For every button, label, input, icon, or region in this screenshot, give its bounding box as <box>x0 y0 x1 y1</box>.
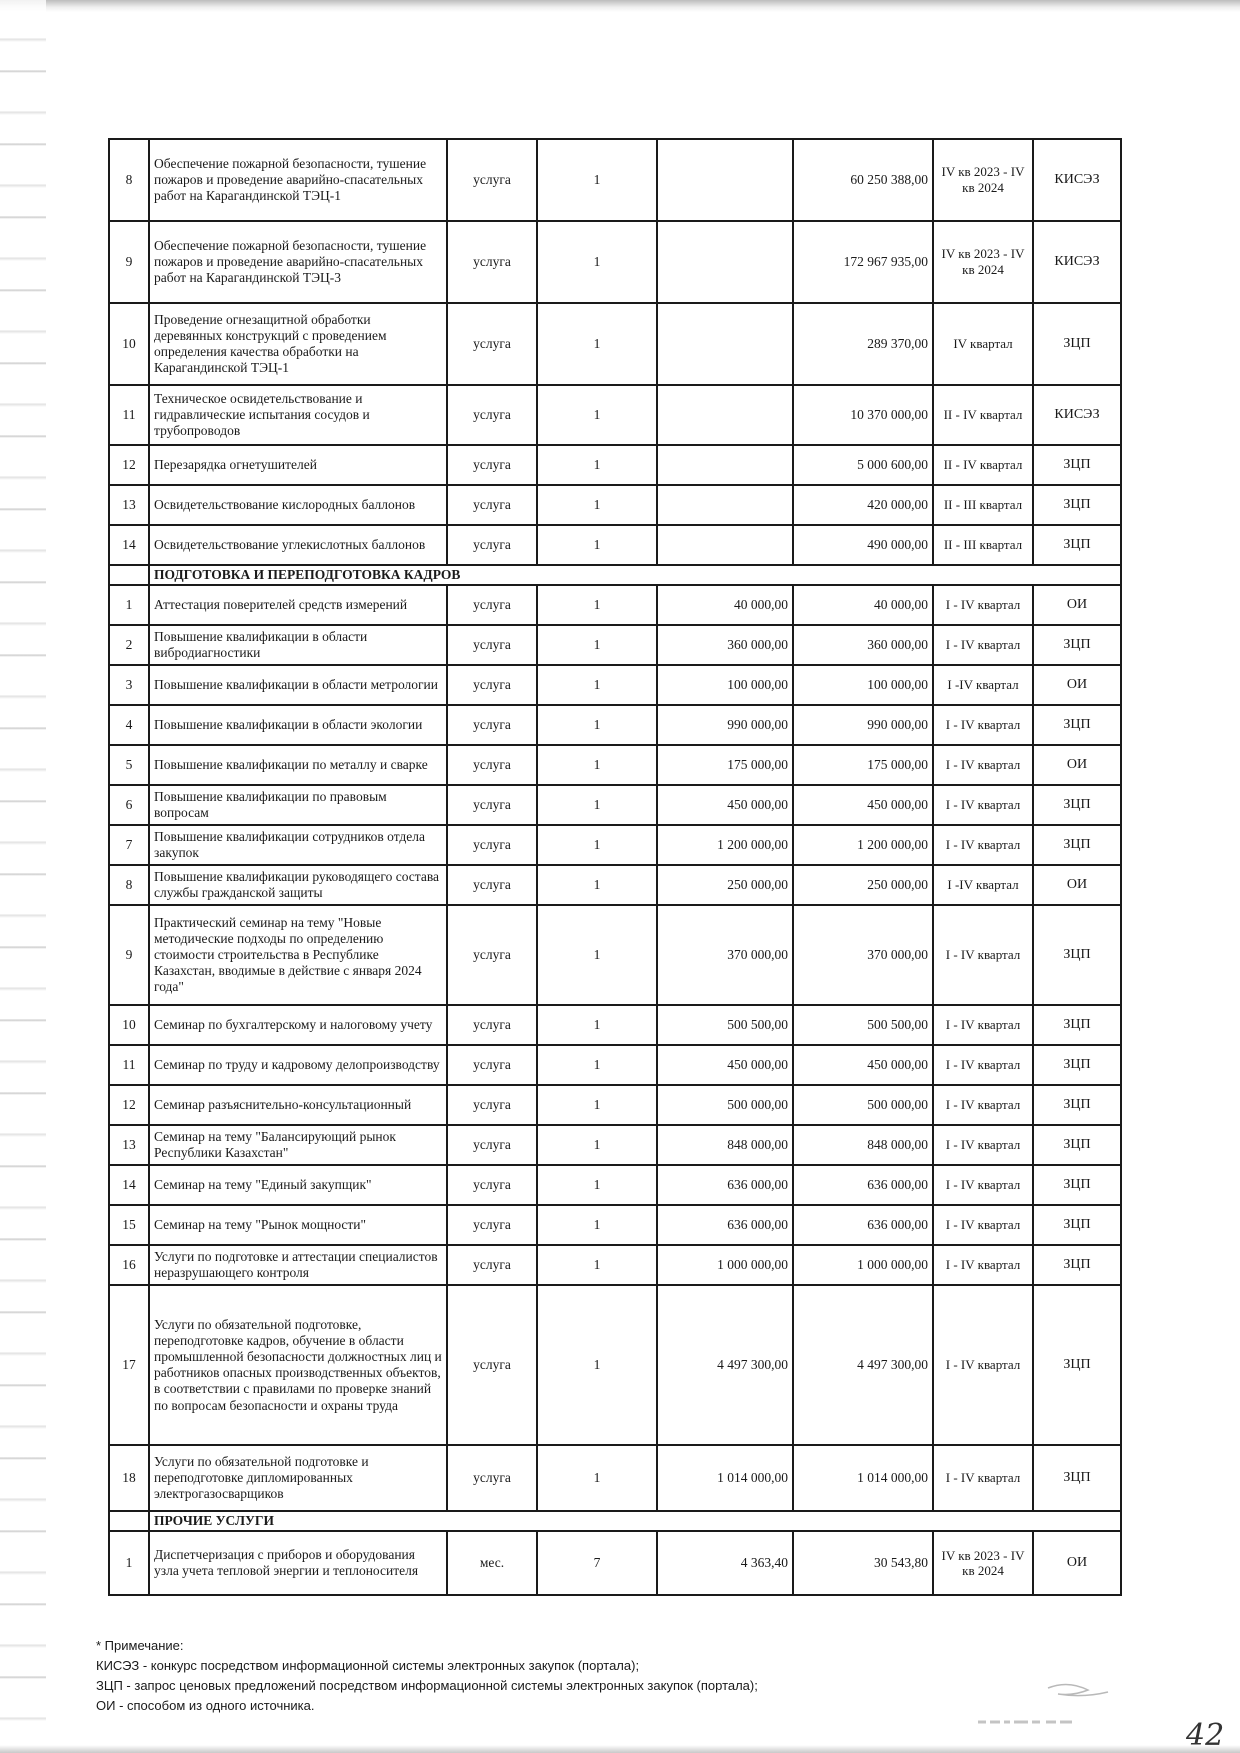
item-sum: 370 000,00 <box>793 905 933 1005</box>
item-price: 990 000,00 <box>657 705 793 745</box>
table-row <box>109 585 1121 625</box>
table-row <box>109 1125 1121 1165</box>
item-price: 450 000,00 <box>657 785 793 825</box>
table-row <box>109 1005 1121 1045</box>
item-sum: 636 000,00 <box>793 1205 933 1245</box>
row-number: 2 <box>109 625 149 665</box>
item-price: 370 000,00 <box>657 905 793 1005</box>
item-period: I - IV квартал <box>933 1285 1033 1445</box>
item-name: Повышение квалификации руководящего состава службы гражданской защиты <box>149 865 447 905</box>
table-row <box>109 665 1121 705</box>
footnote-title: * Примечание: <box>96 1638 184 1653</box>
procurement-method: ОИ <box>1033 585 1121 625</box>
procurement-method: ЗЦП <box>1033 905 1121 1005</box>
item-quantity: 1 <box>537 139 657 221</box>
item-price: 500 000,00 <box>657 1085 793 1125</box>
item-price: 250 000,00 <box>657 865 793 905</box>
table-row <box>109 1205 1121 1245</box>
section-header-other <box>109 1511 1121 1531</box>
item-sum: 10 370 000,00 <box>793 385 933 445</box>
procurement-method: ЗЦП <box>1033 1205 1121 1245</box>
item-sum: 100 000,00 <box>793 665 933 705</box>
item-price: 100 000,00 <box>657 665 793 705</box>
section-spacer-cell <box>109 565 149 585</box>
item-unit: услуга <box>447 1005 537 1045</box>
item-quantity: 1 <box>537 1125 657 1165</box>
item-period: I - IV квартал <box>933 745 1033 785</box>
item-unit: услуга <box>447 825 537 865</box>
item-name: Услуги по обязательной подготовке, переподготовке кадров, обучение в области промышленной безопасности должностных лиц и работников опасных производственных объектов, в соответствии с правилами по проверке знаний по вопросам безопасности и охраны труда <box>149 1285 447 1445</box>
item-period: I -IV квартал <box>933 865 1033 905</box>
procurement-method: ЗЦП <box>1033 825 1121 865</box>
procurement-method: КИСЭЗ <box>1033 385 1121 445</box>
item-price <box>657 445 793 485</box>
procurement-method: ОИ <box>1033 665 1121 705</box>
scan-edge-top <box>0 0 1240 12</box>
row-number: 16 <box>109 1245 149 1285</box>
item-sum: 1 014 000,00 <box>793 1445 933 1511</box>
item-name: Повышение квалификации в области вибродиагностики <box>149 625 447 665</box>
table-row <box>109 1045 1121 1085</box>
footnote-zcp: ЗЦП - запрос ценовых предложений посредством информационной системы электронных закупок (портала); <box>96 1678 758 1693</box>
table-row <box>109 905 1121 1005</box>
item-quantity: 1 <box>537 1165 657 1205</box>
item-period: I - IV квартал <box>933 1205 1033 1245</box>
row-number: 7 <box>109 825 149 865</box>
item-name: Семинар по труду и кадровому делопроизводству <box>149 1045 447 1085</box>
table-row <box>109 865 1121 905</box>
item-period: IV кв 2023 - IV кв 2024 <box>933 221 1033 303</box>
item-quantity: 1 <box>537 385 657 445</box>
item-period: I - IV квартал <box>933 705 1033 745</box>
footnote-oi: ОИ - способом из одного источника. <box>96 1698 315 1713</box>
item-quantity: 1 <box>537 585 657 625</box>
row-number: 9 <box>109 221 149 303</box>
row-number: 12 <box>109 445 149 485</box>
procurement-method: ОИ <box>1033 1531 1121 1595</box>
item-name: Освидетельствование углекислотных баллонов <box>149 525 447 565</box>
item-price: 175 000,00 <box>657 745 793 785</box>
row-number: 13 <box>109 485 149 525</box>
table-row <box>109 625 1121 665</box>
section-title: ПРОЧИЕ УСЛУГИ <box>149 1511 1121 1531</box>
item-period: I - IV квартал <box>933 1445 1033 1511</box>
item-quantity: 1 <box>537 485 657 525</box>
table-row <box>109 705 1121 745</box>
item-quantity: 1 <box>537 905 657 1005</box>
item-price <box>657 139 793 221</box>
procurement-method: ЗЦП <box>1033 1245 1121 1285</box>
item-unit: услуга <box>447 385 537 445</box>
item-price: 636 000,00 <box>657 1165 793 1205</box>
item-unit: услуга <box>447 221 537 303</box>
item-unit: услуга <box>447 1445 537 1511</box>
table-row <box>109 1245 1121 1285</box>
item-name: Диспетчеризация с приборов и оборудования узла учета тепловой энергии и теплоносителя <box>149 1531 447 1595</box>
item-price: 1 000 000,00 <box>657 1245 793 1285</box>
item-price: 4 363,40 <box>657 1531 793 1595</box>
procurement-method: ЗЦП <box>1033 445 1121 485</box>
item-price: 1 014 000,00 <box>657 1445 793 1511</box>
row-number: 17 <box>109 1285 149 1445</box>
item-quantity: 1 <box>537 865 657 905</box>
item-unit: услуга <box>447 625 537 665</box>
item-name: Повышение квалификации в области метрологии <box>149 665 447 705</box>
item-name: Повышение квалификации в области экологии <box>149 705 447 745</box>
item-sum: 450 000,00 <box>793 785 933 825</box>
item-quantity: 1 <box>537 625 657 665</box>
item-period: I - IV квартал <box>933 625 1033 665</box>
procurement-method: ЗЦП <box>1033 1125 1121 1165</box>
row-number: 18 <box>109 1445 149 1511</box>
item-name: Семинар на тему "Балансирующий рынок Республики Казахстан" <box>149 1125 447 1165</box>
item-name: Повышение квалификации по металлу и сварке <box>149 745 447 785</box>
section-header-training <box>109 565 1121 585</box>
item-quantity: 1 <box>537 665 657 705</box>
item-sum: 175 000,00 <box>793 745 933 785</box>
item-name: Проведение огнезащитной обработки деревянных конструкций с проведением определения качества обработки на Карагандинской ТЭЦ-1 <box>149 303 447 385</box>
item-name: Обеспечение пожарной безопасности, тушение пожаров и проведение аварийно-спасательных работ на Карагандинской ТЭЦ-1 <box>149 139 447 221</box>
row-number: 13 <box>109 1125 149 1165</box>
item-quantity: 1 <box>537 1005 657 1045</box>
item-sum: 250 000,00 <box>793 865 933 905</box>
item-unit: услуга <box>447 525 537 565</box>
row-number: 10 <box>109 303 149 385</box>
table-row <box>109 1085 1121 1125</box>
table-row <box>109 1165 1121 1205</box>
item-quantity: 1 <box>537 1445 657 1511</box>
procurement-method: ОИ <box>1033 745 1121 785</box>
section-title: ПОДГОТОВКА И ПЕРЕПОДГОТОВКА КАДРОВ <box>149 565 1121 585</box>
item-quantity: 1 <box>537 221 657 303</box>
item-quantity: 1 <box>537 1085 657 1125</box>
item-quantity: 1 <box>537 445 657 485</box>
item-price: 360 000,00 <box>657 625 793 665</box>
item-quantity: 1 <box>537 1245 657 1285</box>
item-price: 450 000,00 <box>657 1045 793 1085</box>
item-sum: 5 000 600,00 <box>793 445 933 485</box>
item-period: I - IV квартал <box>933 585 1033 625</box>
item-period: IV квартал <box>933 303 1033 385</box>
item-quantity: 1 <box>537 1205 657 1245</box>
item-name: Услуги по обязательной подготовке и переподготовке дипломированных электрогазосварщиков <box>149 1445 447 1511</box>
item-sum: 1 200 000,00 <box>793 825 933 865</box>
item-period: I - IV квартал <box>933 1085 1033 1125</box>
faint-stamp-scribble <box>978 1678 1138 1738</box>
item-quantity: 1 <box>537 825 657 865</box>
item-name: Услуги по подготовке и аттестации специалистов неразрушающего контроля <box>149 1245 447 1285</box>
row-number: 1 <box>109 1531 149 1595</box>
row-number: 11 <box>109 385 149 445</box>
scan-edge-bottom <box>0 1745 1240 1753</box>
table-row <box>109 445 1121 485</box>
row-number: 10 <box>109 1005 149 1045</box>
item-unit: услуга <box>447 1205 537 1245</box>
item-name: Семинар на тему "Единый закупщик" <box>149 1165 447 1205</box>
item-name: Техническое освидетельствование и гидравлические испытания сосудов и трубопроводов <box>149 385 447 445</box>
item-name: Обеспечение пожарной безопасности, тушение пожаров и проведение аварийно-спасательных работ на Карагандинской ТЭЦ-3 <box>149 221 447 303</box>
row-number: 8 <box>109 865 149 905</box>
item-sum: 500 500,00 <box>793 1005 933 1045</box>
item-sum: 450 000,00 <box>793 1045 933 1085</box>
item-unit: услуга <box>447 1165 537 1205</box>
item-quantity: 1 <box>537 1285 657 1445</box>
item-name: Повышение квалификации по правовым вопросам <box>149 785 447 825</box>
item-price <box>657 303 793 385</box>
item-price: 848 000,00 <box>657 1125 793 1165</box>
item-quantity: 1 <box>537 303 657 385</box>
item-sum: 1 000 000,00 <box>793 1245 933 1285</box>
item-unit: услуга <box>447 303 537 385</box>
item-period: I - IV квартал <box>933 1005 1033 1045</box>
procurement-method: ОИ <box>1033 865 1121 905</box>
procurement-method: ЗЦП <box>1033 785 1121 825</box>
item-period: II - III квартал <box>933 525 1033 565</box>
procurement-method: ЗЦП <box>1033 1085 1121 1125</box>
item-price <box>657 485 793 525</box>
item-name: Повышение квалификации сотрудников отдела закупок <box>149 825 447 865</box>
table-row <box>109 825 1121 865</box>
item-sum: 420 000,00 <box>793 485 933 525</box>
item-quantity: 1 <box>537 785 657 825</box>
item-sum: 360 000,00 <box>793 625 933 665</box>
table-row <box>109 139 1121 221</box>
item-period: II - IV квартал <box>933 445 1033 485</box>
item-sum: 60 250 388,00 <box>793 139 933 221</box>
item-unit: услуга <box>447 139 537 221</box>
footnote-kisez: КИСЭЗ - конкурс посредством информационной системы электронных закупок (портала); <box>96 1658 640 1673</box>
procurement-method: ЗЦП <box>1033 1445 1121 1511</box>
table-row <box>109 1285 1121 1445</box>
procurement-method: КИСЭЗ <box>1033 139 1121 221</box>
item-unit: услуга <box>447 705 537 745</box>
procurement-method: ЗЦП <box>1033 625 1121 665</box>
item-quantity: 1 <box>537 745 657 785</box>
item-price: 1 200 000,00 <box>657 825 793 865</box>
procurement-method: ЗЦП <box>1033 705 1121 745</box>
item-name: Освидетельствование кислородных баллонов <box>149 485 447 525</box>
row-number: 14 <box>109 1165 149 1205</box>
row-number: 1 <box>109 585 149 625</box>
item-quantity: 1 <box>537 525 657 565</box>
procurement-method: КИСЭЗ <box>1033 221 1121 303</box>
section-spacer-cell <box>109 1511 149 1531</box>
item-unit: услуга <box>447 785 537 825</box>
row-number: 4 <box>109 705 149 745</box>
item-price <box>657 221 793 303</box>
item-unit: услуга <box>447 585 537 625</box>
procurement-method: ЗЦП <box>1033 1005 1121 1045</box>
item-period: I - IV квартал <box>933 785 1033 825</box>
row-number: 3 <box>109 665 149 705</box>
procurement-method: ЗЦП <box>1033 1165 1121 1205</box>
item-unit: услуга <box>447 865 537 905</box>
item-unit: услуга <box>447 1285 537 1445</box>
item-unit: мес. <box>447 1531 537 1595</box>
item-period: I - IV квартал <box>933 1045 1033 1085</box>
table-row <box>109 221 1121 303</box>
row-number: 5 <box>109 745 149 785</box>
item-sum: 990 000,00 <box>793 705 933 745</box>
procurement-method: ЗЦП <box>1033 1045 1121 1085</box>
item-price: 500 500,00 <box>657 1005 793 1045</box>
item-name: Перезарядка огнетушителей <box>149 445 447 485</box>
table-row <box>109 1445 1121 1511</box>
row-number: 11 <box>109 1045 149 1085</box>
procurement-method: ЗЦП <box>1033 485 1121 525</box>
item-sum: 848 000,00 <box>793 1125 933 1165</box>
item-sum: 500 000,00 <box>793 1085 933 1125</box>
procurement-plan-table <box>108 138 1122 1596</box>
item-sum: 289 370,00 <box>793 303 933 385</box>
item-sum: 40 000,00 <box>793 585 933 625</box>
item-price <box>657 385 793 445</box>
item-period: I -IV квартал <box>933 665 1033 705</box>
item-price: 4 497 300,00 <box>657 1285 793 1445</box>
item-price <box>657 525 793 565</box>
item-name: Аттестация поверителей средств измерений <box>149 585 447 625</box>
item-unit: услуга <box>447 665 537 705</box>
procurement-method: ЗЦП <box>1033 525 1121 565</box>
item-unit: услуга <box>447 485 537 525</box>
procurement-method: ЗЦП <box>1033 303 1121 385</box>
item-sum: 30 543,80 <box>793 1531 933 1595</box>
item-unit: услуга <box>447 1045 537 1085</box>
footnotes <box>96 1636 956 1716</box>
item-period: II - IV квартал <box>933 385 1033 445</box>
item-unit: услуга <box>447 1085 537 1125</box>
item-quantity: 1 <box>537 705 657 745</box>
item-period: I - IV квартал <box>933 905 1033 1005</box>
item-period: I - IV квартал <box>933 1165 1033 1205</box>
item-unit: услуга <box>447 1245 537 1285</box>
row-number: 14 <box>109 525 149 565</box>
item-sum: 4 497 300,00 <box>793 1285 933 1445</box>
item-quantity: 1 <box>537 1045 657 1085</box>
item-period: I - IV квартал <box>933 1245 1033 1285</box>
table-row <box>109 385 1121 445</box>
item-unit: услуга <box>447 1125 537 1165</box>
item-sum: 490 000,00 <box>793 525 933 565</box>
row-number: 8 <box>109 139 149 221</box>
table-row <box>109 785 1121 825</box>
row-number: 9 <box>109 905 149 1005</box>
item-unit: услуга <box>447 905 537 1005</box>
row-number: 12 <box>109 1085 149 1125</box>
page-number: 42 <box>1186 1718 1225 1753</box>
item-unit: услуга <box>447 445 537 485</box>
row-number: 15 <box>109 1205 149 1245</box>
item-period: IV кв 2023 - IV кв 2024 <box>933 1531 1033 1595</box>
item-quantity: 7 <box>537 1531 657 1595</box>
table-row <box>109 745 1121 785</box>
item-sum: 172 967 935,00 <box>793 221 933 303</box>
item-name: Семинар на тему "Рынок мощности" <box>149 1205 447 1245</box>
table-row <box>109 1531 1121 1595</box>
item-period: I - IV квартал <box>933 825 1033 865</box>
item-price: 636 000,00 <box>657 1205 793 1245</box>
table-row <box>109 303 1121 385</box>
row-number: 6 <box>109 785 149 825</box>
item-price: 40 000,00 <box>657 585 793 625</box>
item-period: I - IV квартал <box>933 1125 1033 1165</box>
item-name: Семинар по бухгалтерскому и налоговому учету <box>149 1005 447 1045</box>
item-unit: услуга <box>447 745 537 785</box>
scan-edge-left <box>0 0 46 1753</box>
procurement-method: ЗЦП <box>1033 1285 1121 1445</box>
item-sum: 636 000,00 <box>793 1165 933 1205</box>
item-period: II - III квартал <box>933 485 1033 525</box>
item-name: Семинар разъяснительно-консультационный <box>149 1085 447 1125</box>
table-row <box>109 525 1121 565</box>
item-name: Практический семинар на тему "Новые методические подходы по определению стоимости строительства в Республике Казахстан, вводимые в действие с января 2024 года" <box>149 905 447 1005</box>
table-row <box>109 485 1121 525</box>
item-period: IV кв 2023 - IV кв 2024 <box>933 139 1033 221</box>
